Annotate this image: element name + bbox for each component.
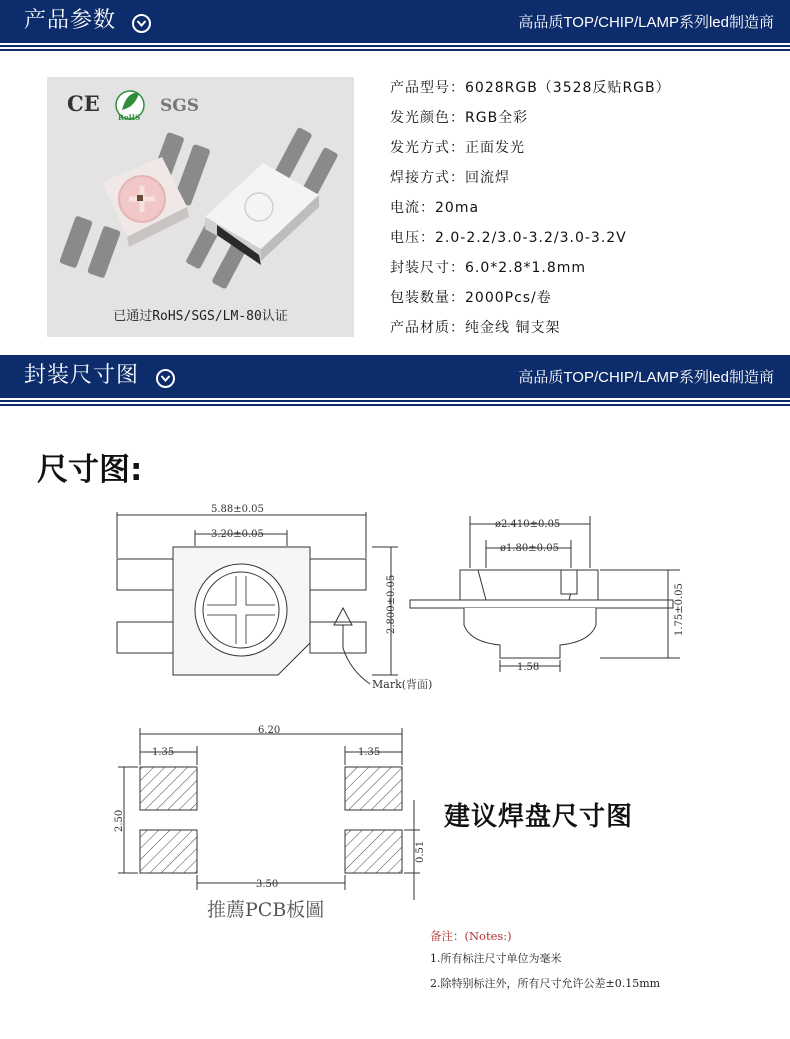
banner-tagline: 高品质TOP/CHIP/LAMP系列led制造商 <box>518 14 774 31</box>
cert-sgs: SGS <box>160 96 200 116</box>
spec-current: 电流：20ma <box>390 200 480 216</box>
dim-top-inner: 3.20±0.05 <box>211 529 264 540</box>
notes-heading: 备注：(Notes:) <box>430 929 512 943</box>
spec-packing: 包装数量：2000Pcs/卷 <box>390 290 552 306</box>
spec-model: 产品型号：6028RGB（3528反贴RGB） <box>390 80 671 96</box>
dim-top-height: 2.800±0.05 <box>386 574 397 634</box>
dim-side-outer: ø2.410±0.05 <box>495 519 561 530</box>
cert-ce: CE <box>67 91 100 116</box>
spec-list <box>390 78 671 348</box>
dim-top-width: 5.88±0.05 <box>211 504 264 515</box>
banner-title: 封装尺寸图 <box>24 363 140 388</box>
spec-material: 产品材质：纯金线 铜支架 <box>390 320 561 336</box>
pad-dim-left: 1.35 <box>152 747 175 758</box>
ce-cert-icon <box>67 91 100 116</box>
dim-side-bottom: 1.58 <box>517 662 540 673</box>
spec-color: 发光颜色：RGB全彩 <box>390 110 529 126</box>
pad-dim-height: 2.50 <box>114 809 125 832</box>
pcb-label: 推薦PCB板圖 <box>207 899 325 921</box>
dimension-heading: 尺寸图: <box>37 452 143 488</box>
dim-side-inner: ø1.80±0.05 <box>500 543 559 554</box>
header-banner-dimensions <box>0 355 790 413</box>
chevron-down-icon[interactable] <box>132 14 151 33</box>
note-line: 2.除特别标注外，所有尺寸允许公差±0.15mm <box>430 977 661 990</box>
banner-title: 产品参数 <box>24 8 117 33</box>
spec-emission: 发光方式：正面发光 <box>390 140 525 156</box>
product-photo <box>47 77 354 337</box>
rohs-cert-icon <box>116 91 144 122</box>
package-drawing <box>0 500 790 700</box>
pad-dim-right: 1.35 <box>358 747 381 758</box>
spec-size: 封装尺寸：6.0*2.8*1.8mm <box>390 260 587 276</box>
pad-dim-inner: 3.50 <box>256 879 279 890</box>
banner-tagline: 高品质TOP/CHIP/LAMP系列led制造商 <box>518 369 774 386</box>
pad-title: 建议焊盘尺寸图 <box>444 802 634 832</box>
pad-dim-gap: 0.51 <box>415 840 426 863</box>
pad-dim-total: 6.20 <box>258 725 281 736</box>
spec-voltage: 电压：2.0-2.2/3.0-3.2/3.0-3.2V <box>390 230 627 246</box>
cert-rohs: RoHS <box>118 113 141 122</box>
mark-label: Mark(背面) <box>372 678 433 691</box>
notes-block <box>430 928 660 1000</box>
note-line: 1.所有标注尺寸单位为毫米 <box>430 952 562 965</box>
header-banner-params <box>0 0 790 58</box>
spec-soldering: 焊接方式：回流焊 <box>390 170 510 186</box>
led-chip-front-image <box>59 132 211 279</box>
chevron-down-icon[interactable] <box>156 369 175 388</box>
dim-side-height: 1.75±0.05 <box>674 583 685 636</box>
cert-caption: 已通过RoHS/SGS/LM-80认证 <box>113 309 288 324</box>
